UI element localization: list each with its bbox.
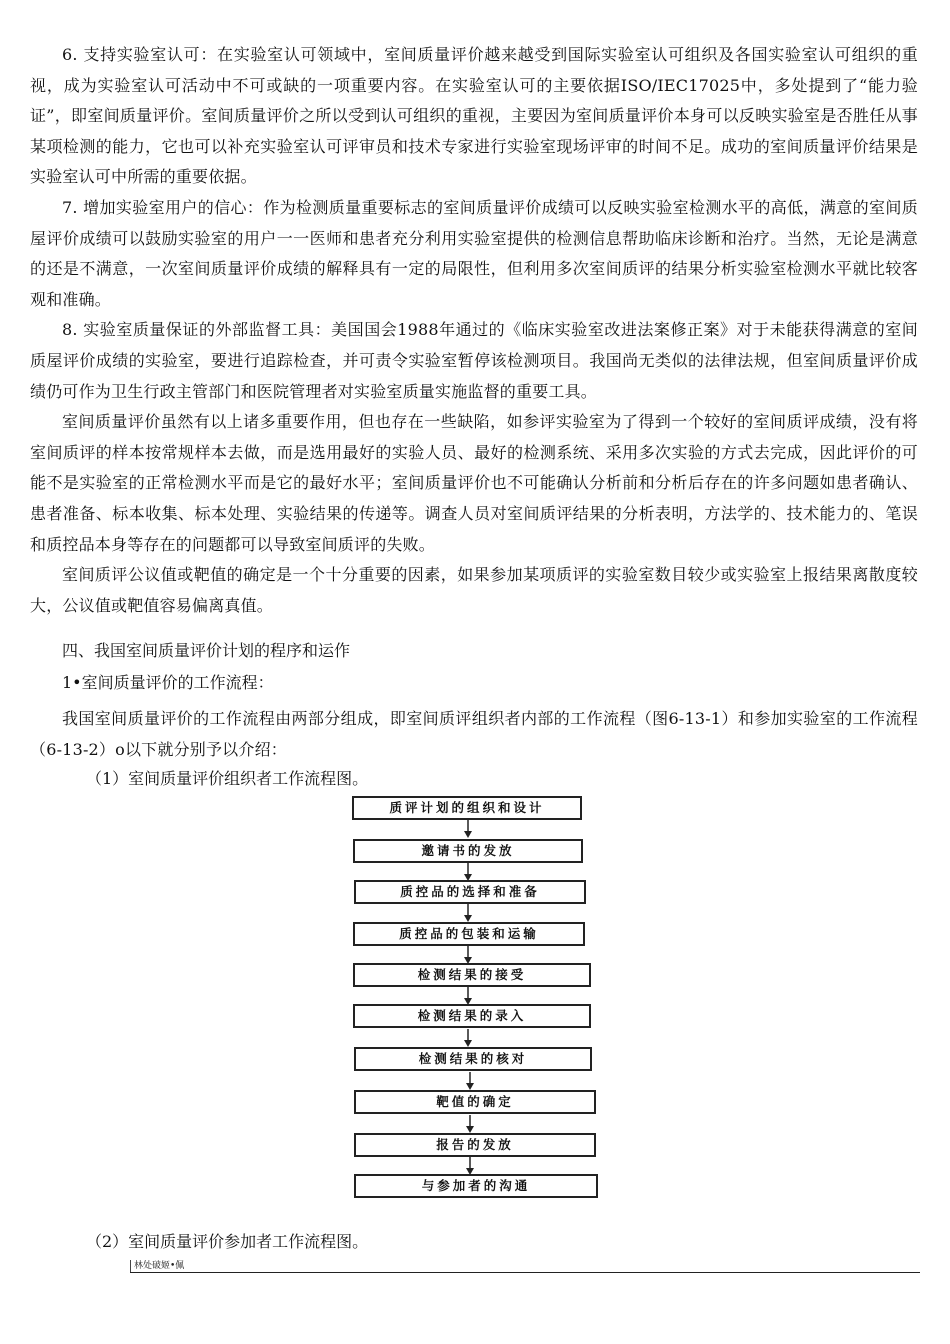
flow-step-1: 质评计划的组织和设计 [352,796,582,820]
body-text-top [30,40,918,621]
flow-arrow-6 [350,1029,600,1047]
section-intro: 我国室间质量评价的工作流程由两部分组成，即室间质评组织者内部的工作流程（图6-13-1）和参加实验室的工作流程（6-13-2）o以下就分别予以介绍： [30,709,918,759]
paragraph-user-confidence: 7. 增加实验室用户的信心：作为检测质量重要标志的室间质量评价成绩可以反映实验室检测水平的高低，满意的室间质屋评价成绩可以鼓励实验室的用户一一医师和患者充分利用实验室提供的检测信息帮助临床诊断和治疗。当然，无论是满意的还是不满意，一次室间质量评价成绩的解释具有一定的局限性，但利用多次室间质评的结果分析实验室检测水平就比较客观和准确。 [30,197,918,309]
flow-step-9: 报告的发放 [354,1133,596,1157]
flowchart-caption-organizer: （1）室间质量评价组织者工作流程图。 [86,769,369,788]
flow-arrow-4 [350,946,600,964]
flow-arrow-2 [350,863,600,881]
section-heading: 四、我国室间质量评价计划的程序和运作 [62,641,351,660]
flow-arrow-5 [350,987,600,1005]
section-four [30,636,918,765]
flow-step-6: 检测结果的录入 [353,1004,591,1028]
paragraph-external-supervision: 8. 实验室质量保证的外部监督工具：美国国会1988年通过的《临床实验室改进法案修正案》对于未能获得满意的室间质屋评价成绩的实验室，要进行追踪检查，并可责令实验室暂停该检测项目。我国尚无类似的法律法规，但室间质量评价成绩仍可作为卫生行政主管部门和医院管理者对实验室质量实施监督的重要工具。 [30,320,918,401]
paragraph-limitations: 室间质量评价虽然有以上诸多重要作用，但也存在一些缺陷，如参评实验室为了得到一个较好的室间质评成绩，没有将室间质评的样本按常规样本去做，而是选用最好的实验人员、最好的检测系统、采用多次实验的方式去完成，因此评价的可能不是实验室的正常检测水平而是它的最好水平；室间质量评价也不可能确认分析前和分析后存在的许多问题如患者确认、患者准备、标本收集、标本处理、实验结果的传递等。调查人员对室间质评结果的分析表明，方法学的、技术能力的、笔误和质控品本身等存在的问题都可以导致室间质评的失败。 [30,412,918,554]
organizer-flowchart [350,794,600,1204]
footer-note: 林处破姬•佩 [130,1260,184,1272]
flow-arrow-7 [350,1072,600,1090]
flow-step-8: 靶值的确定 [354,1090,596,1114]
flow-step-2: 邀请书的发放 [353,839,583,863]
section-subheading: 1•室间质量评价的工作流程： [62,673,274,692]
paragraph-accreditation: 6. 支持实验室认可：在实验室认可领域中，室间质量评价越来越受到国际实验室认可组织及各国实验室认可组织的重视，成为实验室认可活动中不可或缺的一项重要内容。在实验室认可的主要依据ISO/IEC17025中，多处提到了“能力验证”，即室间质量评价。室间质量评价之所以受到认可组织的重视，主要因为室间质量评价本身可以反映实验室是否胜任从事某项检测的能力，它也可以补充实验室认可评审员和技术专家进行实验室现场评审的时间不足。成功的室间质量评价结果是实验室认可中所需的重要依据。 [30,45,918,187]
flow-step-3: 质控品的选择和准备 [354,880,586,904]
paragraph-target-value: 室间质评公议值或靶值的确定是一个十分重要的因素，如果参加某项质评的实验室数目较少或实验室上报结果离散度较大，公议值或靶值容易偏离真值。 [30,565,918,615]
flow-step-10: 与参加者的沟通 [354,1174,598,1198]
flow-arrow-8 [350,1115,600,1133]
flow-arrow-1 [350,820,600,838]
flow-arrow-3 [350,904,600,922]
flow-step-7: 检测结果的核对 [354,1047,592,1071]
flowchart-caption-participant: （2）室间质量评价参加者工作流程图。 [86,1232,369,1251]
flow-step-4: 质控品的包装和运输 [353,922,585,946]
footer-divider [130,1272,920,1273]
flow-arrow-9 [350,1157,600,1175]
flow-step-5: 检测结果的接受 [353,963,591,987]
